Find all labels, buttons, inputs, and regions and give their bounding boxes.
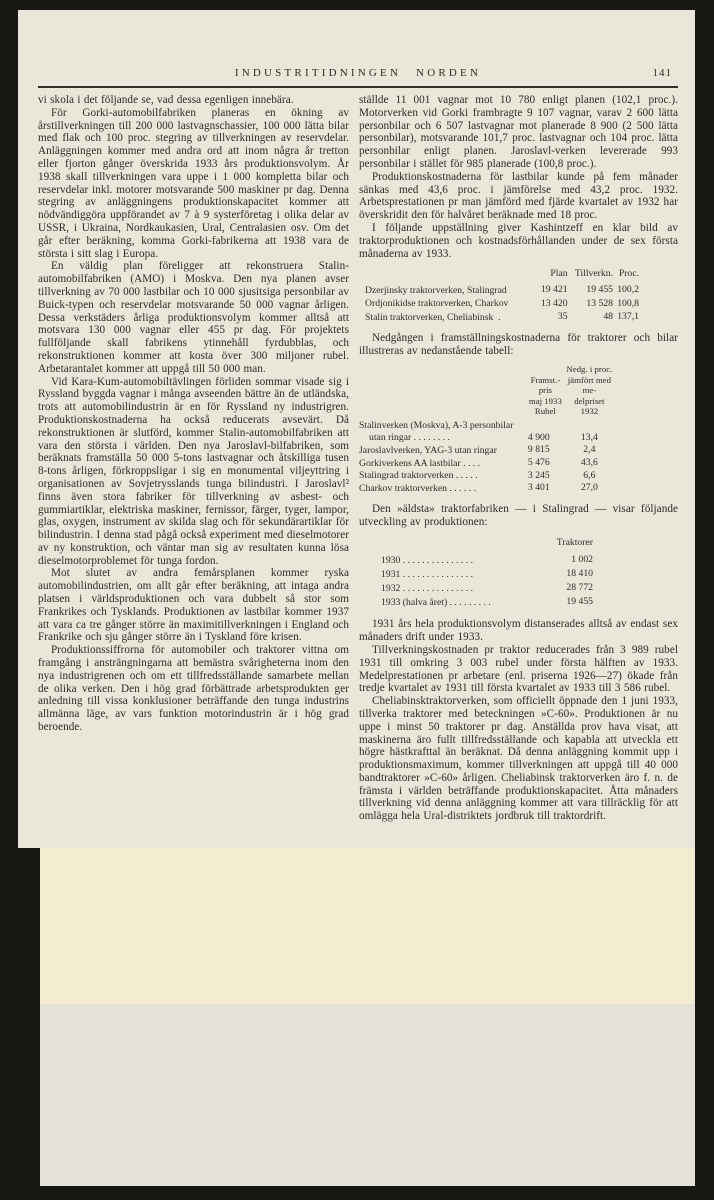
table-header-cell	[381, 536, 540, 553]
paragraph: ställde 11 001 vagnar mot 10 780 enligt planen (102,1 proc.). Motorverken vid Gorki frambragte 9 107 vagnar, varav 2 600 lätta personbilar och 6 507 lastvagnar mot planerade 8 900 (2 500 lätta personbilar), motsvarande 101,7 proc. lastvagnar och 104 proc. lätta personbilar enligt planen. Jaroslavl-verken levererade 993 personbilar i stället för 985 planerade (100,8 proc.).	[359, 94, 678, 170]
overlay-sheet-gray	[40, 1004, 694, 1186]
table-cell: 2,4	[583, 444, 596, 456]
production-table	[365, 267, 639, 323]
table-cell: 18 410	[566, 568, 593, 580]
paragraph: Nedgången i framställningskostnaderna för traktorer och bilar illustreras av nedanstående tabell:	[359, 331, 678, 357]
table-cell: 3 245	[527, 469, 550, 481]
table-cell: 1930 . . . . . . . . . . . . . . .	[381, 555, 474, 567]
table-cell: 35	[557, 311, 568, 323]
table-cell: 13 528	[586, 297, 614, 309]
text-columns	[38, 94, 678, 858]
paragraph: I följande uppställning giver Kashintzeff en klar bild av traktorproduktionen och kostnadsförhållanden under de sex första månaderna av 1933.	[359, 221, 678, 260]
journal-title: INDUSTRITIDNINGEN NORDEN	[234, 67, 482, 79]
table-cell: 19 455	[566, 596, 593, 608]
table-row	[365, 297, 639, 311]
table-cell: 1932 . . . . . . . . . . . . . . .	[381, 583, 474, 595]
header-rule	[38, 86, 678, 88]
table-cell: 48	[603, 311, 614, 323]
table-cell: Ordjonikidse traktorverken, Charkov	[365, 298, 509, 310]
paragraph: 1931 års hela produktionsvolym distanserades alltså av endast sex månaders drift under 1933.	[359, 618, 678, 644]
table-cell: 1933 (halva året) . . . . . . . . .	[381, 597, 491, 609]
table-header-cell: Framst.-pris maj 1933 Rubel	[528, 374, 562, 416]
table-cell: 13 420	[540, 297, 568, 309]
table-cell: Stalingrad traktorverken . . . . .	[359, 470, 478, 482]
overlay-sheet-yellow	[40, 848, 694, 1004]
table-cell: 43,6	[580, 456, 598, 468]
table-cell: 27,0	[580, 482, 598, 494]
table-row	[359, 444, 613, 457]
paragraph: En väldig plan föreligger att rekonstruera Stalin-automobilfabriken (AMO) i Moskva. Den nya planen avser tillverkning av 70 000 lastbilar och 10 000 sjusitsiga personbilar av Buick-typen och reservdelar motsvarande 50 000 vagnar årligen. Dessa verkstäders årliga produktionsvolym kommer alltså att motsvara 130 000 vagnar eller 455 pr dag. För projektets fullföljande skall fabrikens ytinnehåll fyrdubblas, och rekonstruktionen kommer att kosta över 300 miljoner rubel. Arbetarantalet kommer att uppgå till 50 000 man.	[38, 260, 349, 375]
table-cell: 9 815	[527, 444, 550, 456]
paragraph: För Gorki-automobilfabriken planeras en ökning av årstillverkningen till 200 000 lastvagnschassier, 100 000 lätta bilar med flak och 100 proc. stegring av tillverkningen av reservdelar. Anläggningen kommer med andra ord att inom några år tretton eller fjorton gånger överskrida 1933 års produktionsvolym. År 1938 skall tillverkningen vara uppe i 1 000 kompletta bilar och reservdelar inkl. motorer motsvarande 500 maskiner pr dag. Denna stegring av anläggningens produktionskapacitet kommer att nödvändiggöra uppförandet av 7 à 9 systerföretag i olika delar av USSR, i Ukraina, Nordkaukasien, Ural, Centralasien osv. Om det går efter beräkning, komma Gorki-fabrikerna att 1938 vara de största i sitt slag i Europa.	[38, 106, 349, 260]
table-cell: 19 421	[540, 283, 568, 295]
table-cell: 28 772	[566, 582, 593, 594]
table-cell: 3 401	[527, 482, 550, 494]
paragraph: vi skola i det följande se, vad dessa egenligen innebära.	[38, 94, 294, 106]
table-cell: 5 476	[527, 456, 550, 468]
table-row	[365, 283, 639, 297]
table-cell: Charkov traktorverken . . . . . .	[359, 482, 477, 494]
page-number: 141	[652, 67, 672, 79]
table-row	[381, 553, 593, 567]
paragraph: Produktionskostnaderna för lastbilar kunde på fem månader sänkas med 43,6 proc. i jämförelse med 43,2 proc. 1932. Arbetsprestationen pr man jämförd med fjärde kvartalet av 1932 har överskridit den för halvåret beräknade med 18 proc.	[359, 170, 678, 222]
table-cell: Jaroslavlverken, YAG-3 utan ringar	[359, 444, 497, 456]
table-cell: 100,2	[617, 283, 639, 295]
table-cell: 13,4	[580, 431, 598, 443]
table-row	[359, 470, 613, 483]
table-header-cell	[359, 364, 525, 420]
paragraph: Den »äldsta» traktorfabriken — i Stalingrad — visar följande utveckling av produktionen:	[359, 502, 678, 528]
table-cell: Dzerjinsky traktorverken, Stalingrad	[365, 284, 507, 296]
table-row	[359, 482, 613, 495]
table-row	[365, 310, 639, 324]
table-row	[359, 457, 613, 470]
table-cell: 19 455	[586, 283, 614, 295]
paragraph: Produktionssiffrorna för automobiler och traktorer vittna om framgång i ansträngningarna att bemästra svårigheterna inom den nya industrigrenen och om ett tillfredsställande samarbete mellan de olika verken. Den i hög grad förbättrade arbetsprodukten ger anledning till vissa konklusioner beträffande den tunga industrins allmänna läge, av vars funktion motorindustrin är i hög grad beroende.	[38, 644, 349, 734]
table-header-cell: Tillverkn.	[574, 268, 614, 280]
paragraph: Cheliabinsktraktorverken, som officiellt öppnade den 1 juni 1933, tillverka traktorer med beteckningen »C-60». Produktionen är nu uppe i minst 50 traktorer pr dag. Anställda prov hava visat, att maskinerna äro fullt tillfredsställande och kapabla att utveckla ett högre hästkrafttal än beräknat. Då denna anläggning kommit upp i produktionsmaximum, kommer tillverkningen att uppgå till 40 000 bandtraktorer »C-60» årligen. Cheliabinsk traktorverken äro f. n. de främsta i världen beträffande produktionskapacitet. Åtta månaders tillverkning vid denna anläggning kommer att vara tillräcklig för att omlägga hela Ural-distriktets jordbruk till traktordrift.	[359, 695, 678, 823]
table-header-cell: Traktorer	[556, 537, 593, 549]
table-cell: 100,8	[617, 297, 639, 309]
table-header-row	[359, 364, 613, 420]
table-cell: 137,1	[617, 311, 639, 323]
paragraph: Vid Kara-Kum-automobiltävlingen förliden sommar visade sig i Ryssland byggda vagnar i många avseenden bättre än de utländska, trots att automobilindustrin är en för Ryssland ny industrigren. Produktionskostnaderna ha också reducerats avsevärt. Då rekonstruktionen är slutförd, kommer Stalin-automobilfabriken att vara den största i världen. Den nya Jaroslavl-bilfabriken, som beräknats framställa 50 000 5-tons lastvagnar och åtskilliga tusen 8-tons årligen, förkroppsligar i sig en monumental viljeyttring i organisationen av Sovjetrysslands tunga bilindustri. I Jaroslavl² finns även stora fabriker för tillverkning av asbest- och gummiartiklar, elektriska maskiner, fernissor, färger, tyger, lampor, glas, oxygen, instrument av skilda slag och för sekundärartiklar för bilindustrin. I denna stad pågå också experiment med dieselmotorer av ny konstruktion, och väntar man sig av resultaten kunna lösa dieselmotorproblemet för tunga fordon.	[38, 375, 349, 567]
table-row	[381, 581, 593, 595]
scan-shadow-strip	[18, 848, 40, 1186]
costs-table	[359, 364, 613, 494]
right-column	[359, 94, 678, 858]
table-header-row	[381, 536, 593, 553]
table-cell: Gorkiverkens AA lastbilar . . . .	[359, 457, 481, 469]
years-table	[381, 536, 593, 609]
paragraph: Tillverkningskostnaden pr traktor reducerades från 3 989 rubel 1931 till omkring 3 003 rubel under första hälften av 1933. Medelprestationen pr arbetare (enl. priserna 1926—27) ökade från tredje kvartalet av 1931 till första kvartalet av 1933 till 3 586 rubel.	[359, 643, 678, 695]
table-cell: 6,6	[583, 469, 596, 481]
table-row	[381, 567, 593, 581]
table-cell: 1 002	[571, 554, 593, 566]
table-cell: Stalinverken (Moskva), A-3 personbilar utan ringar . . . . . . . .	[359, 420, 514, 444]
table-cell: 4 900	[527, 431, 550, 443]
page-header	[38, 67, 678, 83]
table-cell: 1931 . . . . . . . . . . . . . . .	[381, 569, 474, 581]
table-header-cell: Plan	[550, 268, 568, 280]
table-row	[359, 420, 613, 444]
table-row	[381, 595, 593, 609]
table-header-cell: Proc.	[618, 268, 639, 280]
table-cell: Stalin traktorverken, Cheliabinsk .	[365, 311, 501, 323]
table-header-row	[365, 267, 639, 283]
table-header-cell: Nedg. i proc. jämfört med me- delpriset 1932	[566, 364, 613, 416]
paragraph: Mot slutet av andra femårsplanen kommer ryska automobilindustrien, om allt går efter beräkning, att intaga andra platsen i världsproduktionen och vara dubbelt så stor som Frankrikes och Tysklands. Produktionen av lastbilar kommer 1937 att vara ca tre gånger större än maximitillverkningen i England och Frankrike och sju gånger större än i Tyskland före krisen.	[38, 567, 349, 644]
table-header-cell	[365, 267, 536, 283]
left-column	[38, 94, 349, 858]
